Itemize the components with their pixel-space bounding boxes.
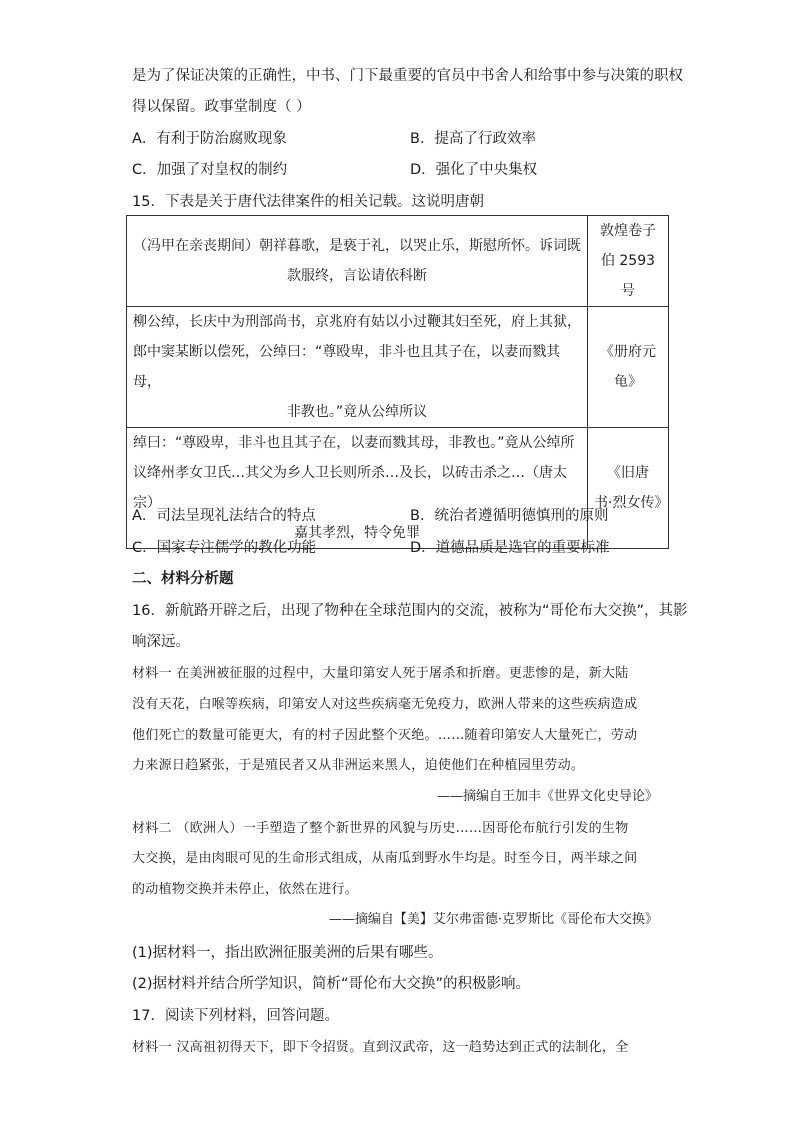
q16-stem-line-1: 16．新航路开辟之后，出现了物种在全球范围内的交流，被称为“哥伦布大交换”，其影 [132, 603, 688, 619]
material-line: 材料二 （欧洲人）一手塑造了整个新世界的风貌与历史……因哥伦布航行引发的生物 [132, 821, 629, 836]
material-source: ——摘编自王加丰《世界文化史导论》 [436, 789, 658, 804]
record-source-line: 龟》 [614, 374, 642, 390]
table-row [127, 216, 669, 307]
record-text-cell [127, 216, 588, 307]
material-line: 材料一 汉高祖初得天下，即下令招贤。直到汉武帝，这一趋势达到正式的法制化，全 [132, 1040, 629, 1055]
record-source-line: 《册府元 [600, 344, 656, 360]
q15-option-b[interactable]: B．统治者遵循明德慎刑的原则 [410, 508, 609, 524]
record-text-line: 柳公绰，长庆中为刑部尚书，京兆府有姑以小过鞭其妇至死，府上其狱， [133, 314, 581, 330]
q14-option-b[interactable]: B．提高了行政效率 [410, 131, 536, 147]
record-text-line: 嘉其孝烈，特令免罪 [294, 525, 420, 541]
q15-records-table [126, 215, 669, 549]
q16-subquestion-2: (2)据材料并结合所学知识，简析“哥伦布大交换”的积极影响。 [132, 976, 531, 992]
record-source-line: 敦煌卷子 [600, 223, 656, 239]
q15-stem: 15．下表是关于唐代法律案件的相关记载。这说明唐朝 [132, 194, 484, 210]
q14-option-a[interactable]: A．有利于防治腐败现象 [132, 131, 287, 147]
record-text-cell [127, 307, 588, 428]
material-line: 没有天花，白喉等疾病，印第安人对这些疾病毫无免疫力，欧洲人带来的这些疾病造成 [132, 697, 638, 712]
q15-option-d[interactable]: D．道德品质是选官的重要标准 [410, 540, 610, 556]
q14-line-1: 是为了保证决策的正确性，中书、门下最重要的官员中书舍人和给事中参与决策的职权 [132, 68, 683, 84]
material-source: ——摘编自【美】艾尔弗雷德·克罗斯比《哥伦布大交换》 [328, 912, 658, 927]
table-row [127, 307, 669, 428]
material-line: 大交换，是由肉眼可见的生命形式组成，从南瓜到野水牛均是。时至今日，两半球之间 [132, 851, 638, 866]
table-row [127, 428, 669, 549]
q16-subquestion-1: (1)据材料一，指出欧洲征服美洲的后果有哪些。 [132, 945, 443, 961]
record-text-cell [127, 428, 588, 549]
record-text-line: （冯甲在亲丧期间）朝祥暮歌，是亵于礼，以哭止乐，斯慰所怀。诉词既 [133, 238, 581, 254]
record-source-line: 《旧唐 [607, 465, 649, 481]
record-source-cell [588, 307, 669, 428]
q14-option-d[interactable]: D．强化了中央集权 [410, 162, 538, 178]
record-source-line: 伯 2593 号 [600, 253, 656, 299]
record-source-cell [588, 428, 669, 549]
record-text-line: 议绛州孝女卫氏…其父为乡人卫长则所杀…及长，以砖击杀之…（唐太宗） [133, 465, 567, 511]
section-heading: 二、材料分析题 [132, 571, 234, 587]
record-text-line: 款服终，言讼请依科断 [287, 268, 427, 284]
record-text-line: 非教也。”竟从公绰所议 [286, 404, 428, 420]
material-line: 的动植物交换并未停止，依然在进行。 [132, 882, 359, 897]
q17-stem: 17．阅读下列材料，回答问题。 [132, 1008, 339, 1024]
q15-option-c[interactable]: C．国家专注儒学的教化功能 [132, 540, 317, 556]
q16-stem-line-2: 响深远。 [132, 634, 190, 650]
record-text-line: 绰曰：“尊殴卑，非斗也且其子在，以妻而戮其母，非教也。”竟从公绰所 [133, 435, 575, 451]
record-text-line: 郎中窦某断以偿死，公绰曰：“尊殴卑，非斗也且其子在，以妻而戮其母， [133, 344, 561, 390]
q15-option-a[interactable]: A．司法呈现礼法结合的特点 [132, 508, 316, 524]
record-source-cell [588, 216, 669, 307]
material-line: 力来源日趋紧张，于是殖民者又从非洲运来黑人，迫使他们在种植园里劳动。 [132, 758, 585, 773]
material-line: 他们死亡的数量可能更大，有的村子因此整个灭绝。……随着印第安人大量死亡，劳动 [132, 728, 638, 743]
material-line: 材料一 在美洲被征服的过程中，大量印第安人死于屠杀和折磨。更悲惨的是，新大陆 [132, 666, 629, 681]
record-source-line: 书·烈女传》 [594, 495, 669, 511]
q14-option-c[interactable]: C．加强了对皇权的制约 [132, 162, 288, 178]
q14-line-2: 得以保留。政事堂制度（ ） [132, 99, 311, 115]
